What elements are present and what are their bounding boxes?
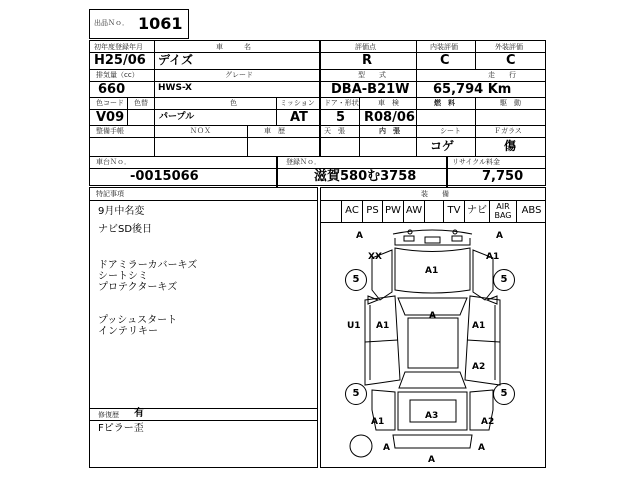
nox-label: ＮＯＸ [190,127,211,135]
note-line-7: インテリキー [98,326,158,337]
reg-no-label: 登録Ｎｏ． [286,158,321,166]
damage-front-right-corner: A [496,231,503,241]
interior-trim-label: 内 張 [379,127,400,135]
equip-aw: AW [404,200,425,222]
damage-rear-right-quarter: A2 [481,417,495,427]
damage-rear-bumper: A [428,455,435,465]
interior-score-label: 内装評価 [430,43,458,51]
color-label: 色 [230,99,237,107]
equip-abs: ABS [521,205,542,216]
equip-blank [425,200,444,222]
mileage-label: 走 行 [488,71,516,79]
equip-navi: ナビ [465,200,490,222]
notes-box [89,187,318,468]
recycle-label: リサイクル料金 [452,158,501,166]
damage-right-rear-door: A2 [472,362,486,372]
equipment-header: 装 備 [421,190,449,198]
repair-label: 修復歴 [98,411,119,419]
recycle: 7,750 [482,169,524,184]
grade-label: グレード [225,71,253,79]
grade: HWS-X [158,83,192,93]
car-diagram [320,222,546,468]
sunroof-label: 天 張 [324,127,345,135]
note-line-1: 9月中名変 [98,206,145,217]
score: R [362,53,373,68]
damage-rear-right-corner: A [478,443,485,453]
repair-value: 有 [134,408,144,419]
car-name: デイズ [158,53,194,67]
color-swap-label: 色替 [134,99,148,107]
inspection-label: 車 検 [378,99,399,107]
doors-label: ドア・形状 [324,99,359,107]
front-left-tire: 5 [345,269,367,291]
note-line-3: ドアミラーカバーキズ [98,260,198,271]
equip-pw: PW [383,200,404,222]
first-reg-label: 初年度登録年月 [94,43,143,51]
repair-note: Fピラー歪 [98,423,144,434]
score-label: 評価点 [355,43,376,51]
damage-front-left-fender: XX [368,252,382,262]
color: パープル [159,112,195,122]
reg-no: 滋賀580む3758 [314,169,417,184]
chassis-label: 車台Ｎｏ． [96,158,131,166]
model: DBA-B21W [331,82,410,97]
damage-right-door: A1 [472,321,486,331]
info-table [89,40,546,186]
damage-left-sill: U1 [347,321,361,331]
car-name-label: 車 名 [216,43,251,51]
equip-ps: PS [363,200,383,222]
damage-roof: A [429,311,436,321]
note-line-5: プロテクターキズ [98,282,178,293]
exterior-score: C [506,53,516,68]
damage-tailgate: A3 [425,411,439,421]
mission: AT [290,110,308,125]
rear-right-tire: 5 [493,383,515,405]
damage-rear-left-quarter: A1 [371,417,385,427]
color-code-label: 色コード [96,99,124,107]
damage-hood: A1 [425,266,439,276]
color-code: V09 [96,110,125,125]
seat: コゲ [430,139,455,153]
exterior-score-label: 外装評価 [495,43,523,51]
displacement-label: 排気量（cc） [96,71,139,79]
interior-score: C [440,53,450,68]
note-line-6: プッシュスタート [98,315,178,326]
equip-ac: AC [341,200,363,222]
damage-left-door: A1 [376,321,390,331]
lot-number-box [89,9,189,39]
fuel-label: 燃 料 [434,99,455,107]
damage-rear-left-corner: A [383,443,390,453]
front-right-tire: 5 [493,269,515,291]
notes-header: 特記事項 [96,190,124,198]
damage-front-right-fender: A1 [486,252,500,262]
mileage: 65,794 Km [433,82,512,97]
inspection: R08/06 [364,110,415,125]
glass: 傷 [504,139,517,153]
model-label: 型 式 [358,71,386,79]
equip-tv: TV [444,200,465,222]
seat-label: シート [440,127,461,135]
doors: 5 [336,110,346,125]
glass-label: Ｆガラス [494,127,522,135]
note-line-2: ナビSD後日 [98,224,153,235]
chassis: -0015066 [130,169,199,184]
damage-front-left-corner: A [356,231,363,241]
lot-number-label: 出品Ｎｏ． [94,19,129,27]
note-line-4: シートシミ [98,271,148,282]
displacement: 660 [98,82,126,97]
lot-number: 1061 [138,14,183,33]
mission-label: ミッション [280,99,315,107]
maintenance-label: 整備手帳 [96,127,124,135]
history-label: 車 歴 [264,127,285,135]
equip-airbag: AIR BAG [490,200,517,222]
first-reg: H25/06 [94,53,146,68]
rear-left-tire: 5 [345,383,367,405]
drive-label: 駆 動 [500,99,521,107]
